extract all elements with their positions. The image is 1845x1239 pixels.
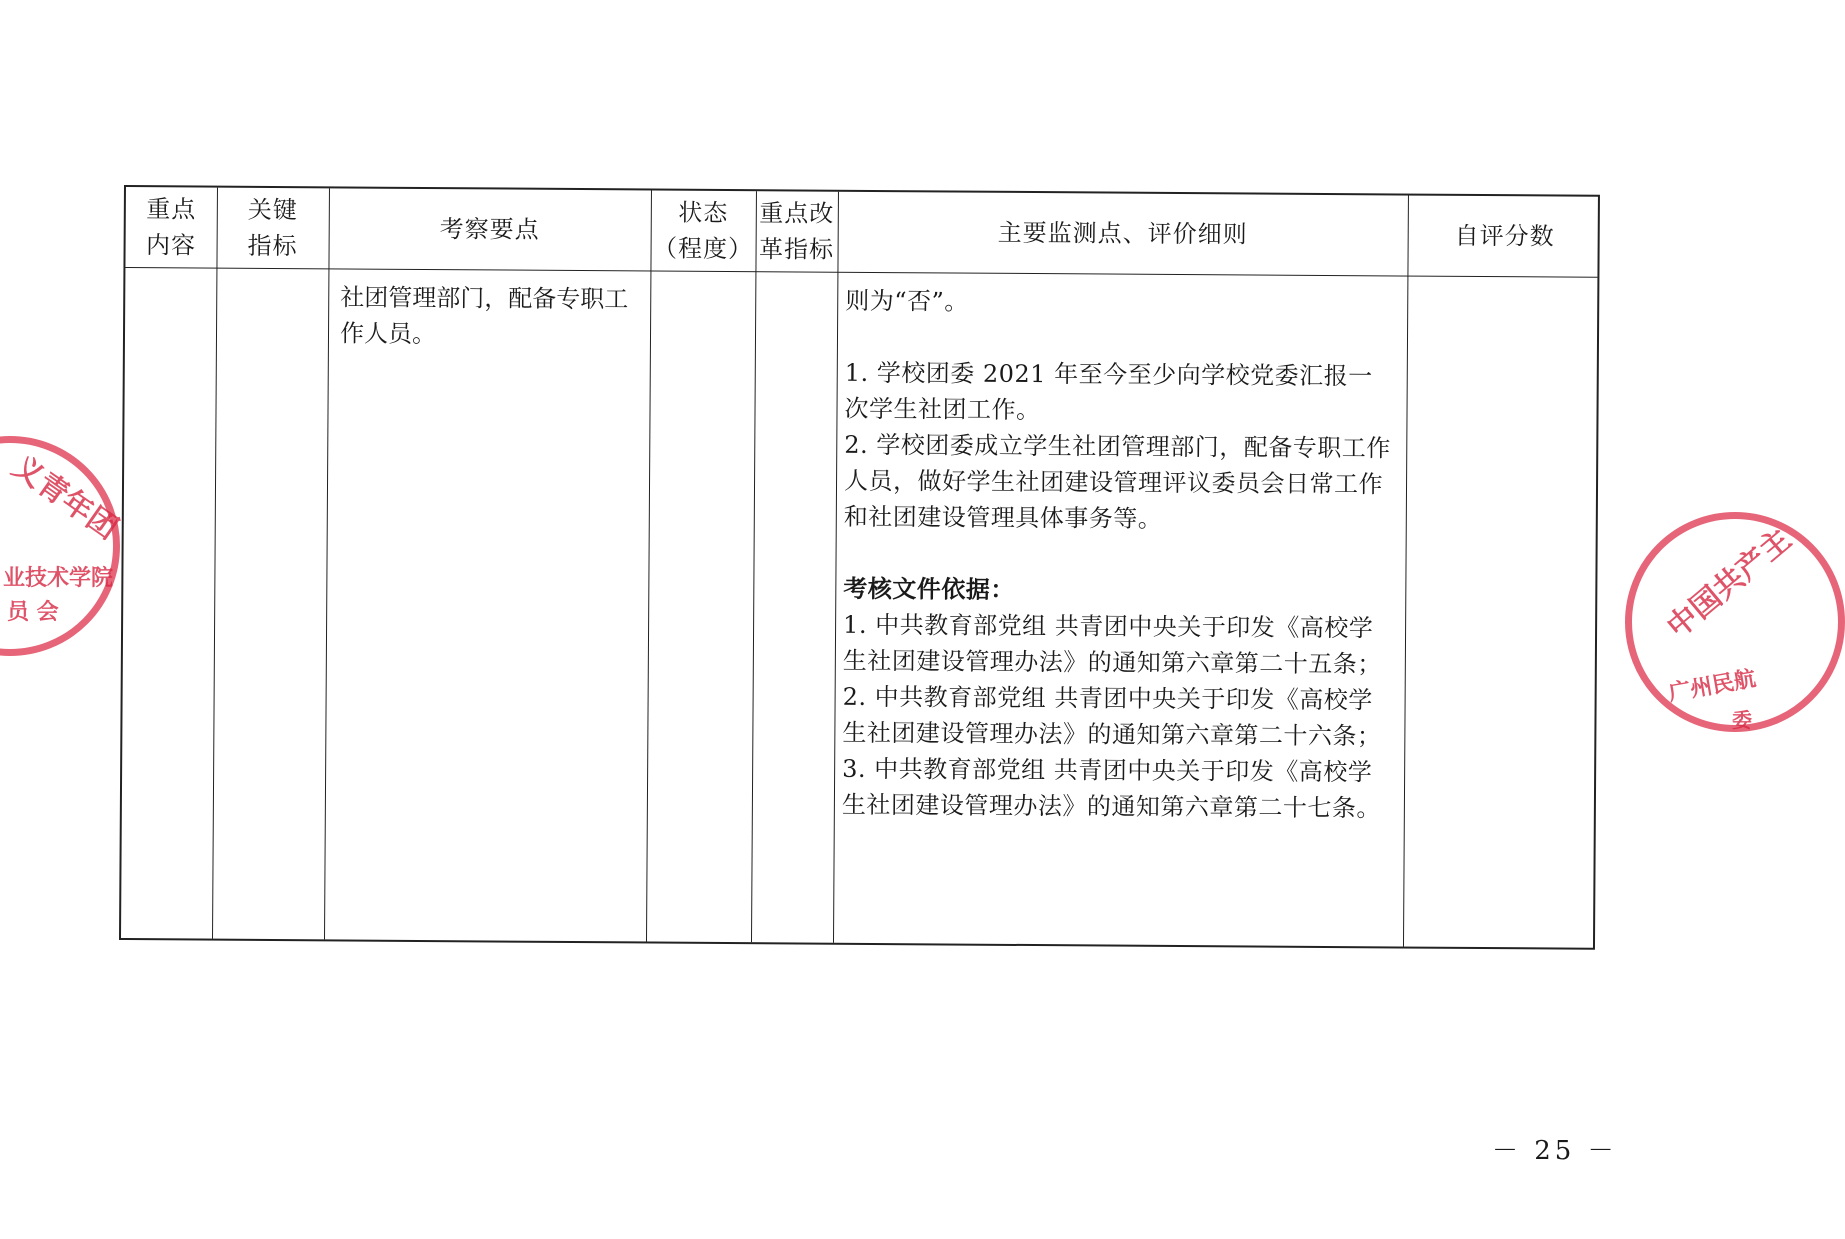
details-continuation: 则为“否”。 bbox=[845, 286, 969, 316]
header-status: 状态 （程度） bbox=[652, 198, 754, 264]
header-inspection-points: 考察要点 bbox=[439, 215, 540, 244]
header-reform-indicator: 重点改 革指标 bbox=[758, 199, 835, 264]
basis-item: 1. 中共教育部党组 共青团中央关于印发《高校学生社团建设管理办法》的通知第六章第二十五条； bbox=[842, 610, 1382, 679]
inspection-points-cell: 社团管理部门，配备专职工作人员。 bbox=[339, 283, 629, 349]
official-seal-right: 中国共产主 广州民航 委 bbox=[1625, 512, 1845, 732]
basis-item: 2. 中共教育部党组 共青团中央关于印发《高校学生社团建设管理办法》的通知第六章第二十六条； bbox=[842, 682, 1382, 751]
header-key-indicator: 关键 指标 bbox=[247, 195, 298, 261]
detail-item: 1. 学校团委 2021 年至今至少向学校党委汇报一次学生社团工作。 bbox=[844, 358, 1373, 425]
monitoring-details-cell bbox=[841, 283, 1397, 947]
page-number: － 25 － bbox=[1492, 1136, 1618, 1166]
header-self-score: 自评分数 bbox=[1454, 221, 1555, 251]
basis-title: 考核文件依据： bbox=[843, 573, 1015, 604]
detail-item: 2. 学校团委成立学生社团管理部门，配备专职工作人员，做好学生社团建设管理评议委员会日常工作和社团建设管理具体事务等。 bbox=[843, 430, 1391, 533]
official-seal-left: 义青年团 业技术学院 员 会 bbox=[0, 436, 120, 656]
basis-item: 3. 中共教育部党组 共青团中央关于印发《高校学生社团建设管理办法》的通知第六章第二十七条。 bbox=[841, 754, 1381, 823]
evaluation-table bbox=[119, 185, 1600, 950]
header-monitoring-details: 主要监测点、评价细则 bbox=[997, 218, 1248, 249]
header-key-content: 重点 内容 bbox=[146, 195, 197, 260]
